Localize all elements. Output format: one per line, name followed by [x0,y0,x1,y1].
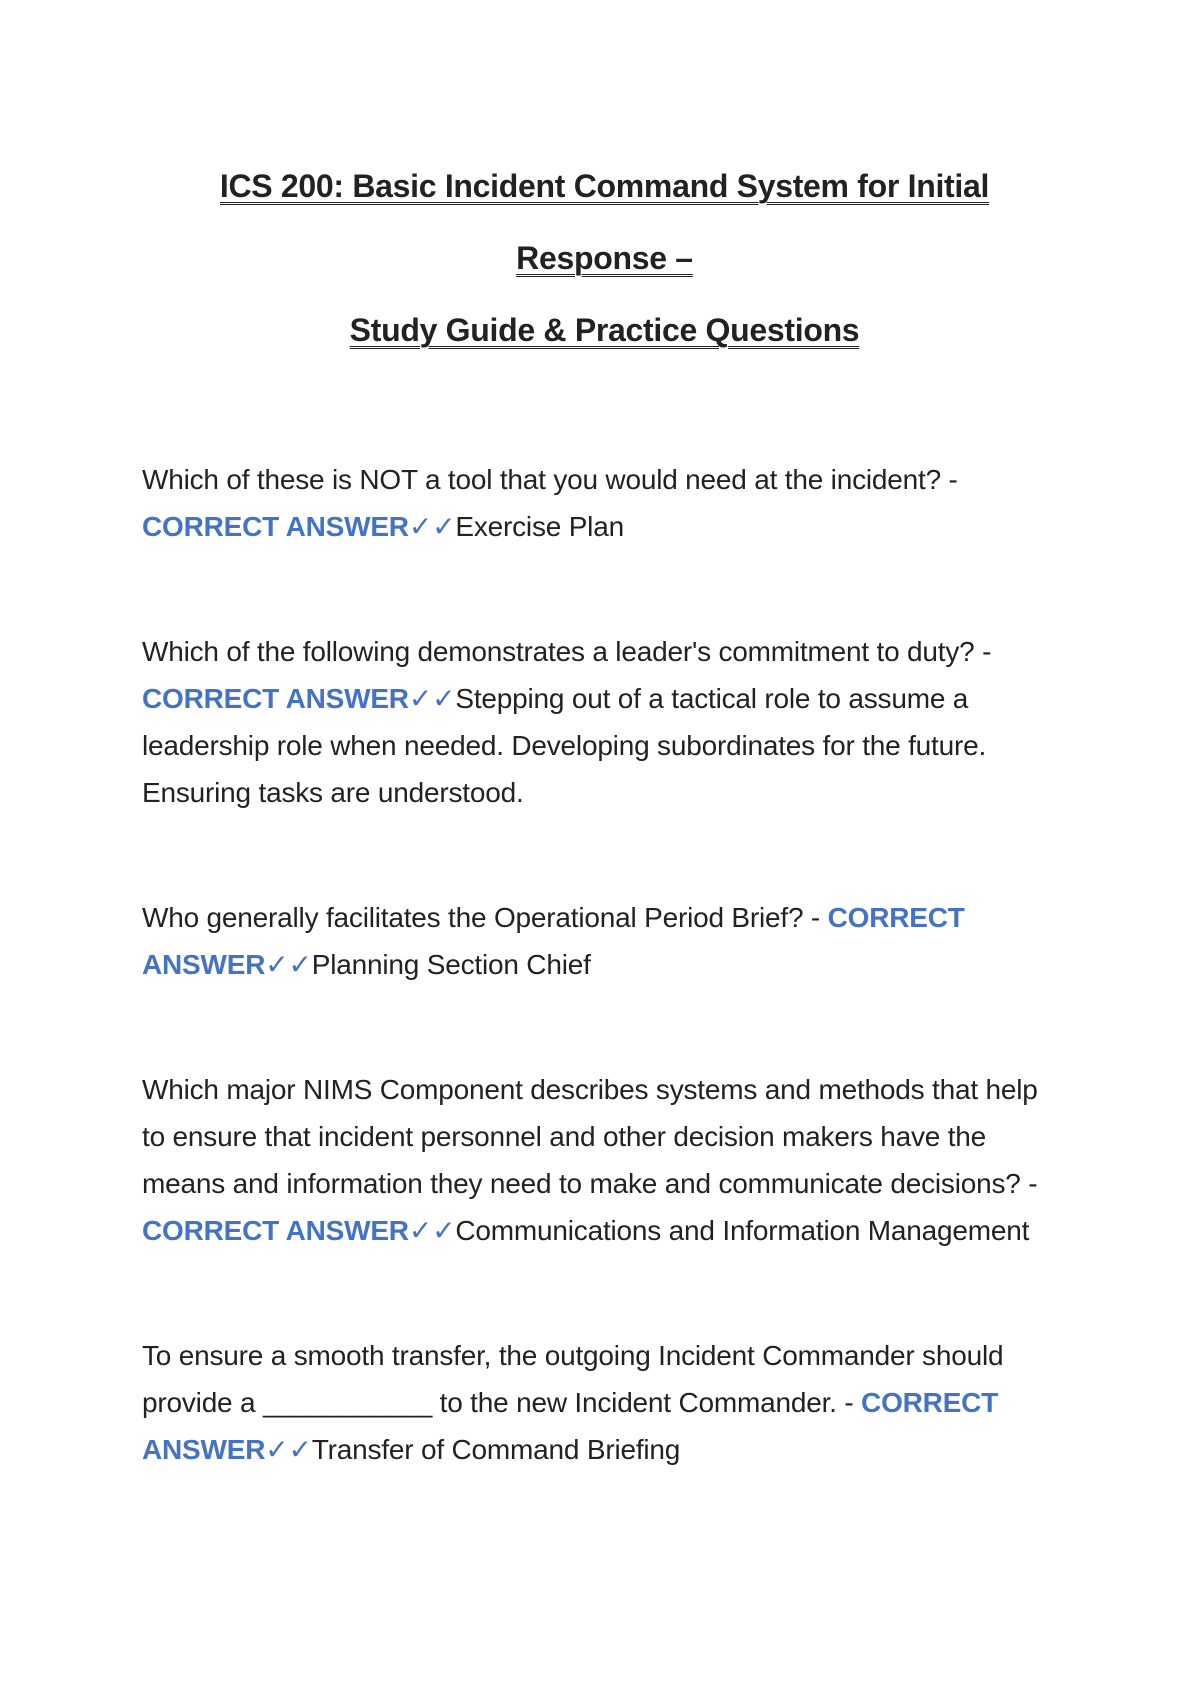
question-item-2 [142,628,1067,816]
double-check-icon: ✓✓ [265,949,312,980]
title-line-2: Study Guide & Practice Questions [349,312,860,348]
question-text: Who generally facilitates the Operational Period Brief? - [142,902,828,933]
answer-text: Transfer of Command Briefing [311,1434,681,1465]
double-check-icon: ✓✓ [408,511,456,542]
correct-answer-label: CORRECT ANSWER [142,511,409,542]
double-check-icon: ✓✓ [408,683,456,714]
question-text: Which major NIMS Component describes systems and methods that help to ensure that incident personnel and other decision makers have the means and information they need to make and communicate decisions? - [142,1074,1038,1199]
document-page [142,150,1067,1551]
question-item-5 [142,1332,1067,1473]
answer-text: Stepping out of a tactical role to assume a leadership role when needed. Developing subordinates for the future. Ensuring tasks are understood. [142,683,987,808]
title-line-1: ICS 200: Basic Incident Command System for Initial Response – [219,168,990,276]
correct-answer-label: CORRECT ANSWER [142,683,409,714]
question-item-4 [142,1066,1067,1254]
double-check-icon: ✓✓ [265,1434,312,1465]
correct-answer-label: CORRECT ANSWER [142,1387,999,1465]
document-title [142,150,1067,366]
answer-text: Exercise Plan [455,511,624,542]
question-item-3 [142,894,1067,988]
correct-answer-label: CORRECT ANSWER [142,902,965,980]
question-text: Which of the following demonstrates a leader's commitment to duty? - [142,636,992,667]
double-check-icon: ✓✓ [408,1215,456,1246]
correct-answer-label: CORRECT ANSWER [142,1215,409,1246]
question-list [142,456,1067,1473]
question-text: Which of these is NOT a tool that you would need at the incident? - [142,464,958,495]
question-text: To ensure a smooth transfer, the outgoing Incident Commander should provide a ___________ to the new Incident Commander. - [142,1340,1004,1418]
answer-text: Communications and Information Management [455,1215,1030,1246]
question-item-1 [142,456,1067,550]
answer-text: Planning Section Chief [311,949,591,980]
